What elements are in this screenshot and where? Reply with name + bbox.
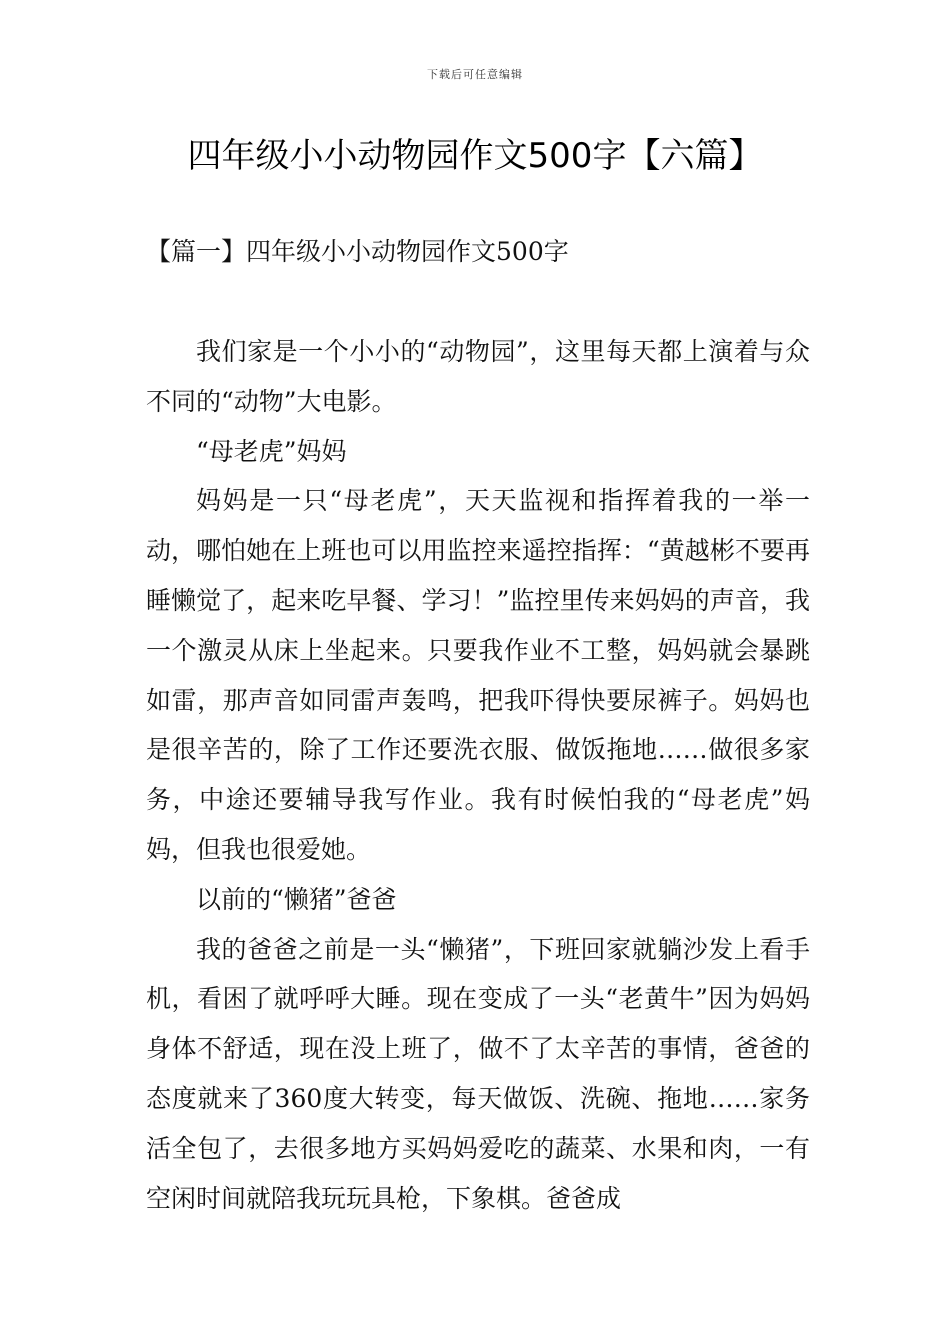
section-heading: 【篇一】四年级小小动物园作文500字 [146,237,569,266]
paragraph-father: 我的爸爸之前是一头“懒猪”，下班回家就躺沙发上看手机，看困了就呼呼大睡。现在变成了一头“老黄牛”因为妈妈身体不舒适，现在没上班了，做不了太辛苦的事情，爸爸的态度就来了360度大转变，每天做饭、洗碗、拖地……家务活全包了，去很多地方买妈妈爱吃的蔬菜、水果和肉，一有空闲时间就陪我玩玩具枪，下象棋。爸爸成 [146,934,810,1213]
document-title: 四年级小小动物园作文500字【六篇】 [187,136,763,176]
body-text [146,327,810,1223]
header-note: 下载后可任意编辑 [427,68,523,81]
paragraph-mother: 妈妈是一只“母老虎”，天天监视和指挥着我的一举一动，哪怕她在上班也可以用监控来遥控指挥：“黄越彬不要再睡懒觉了，起来吃早餐、学习！”监控里传来妈妈的声音，我一个激灵从床上坐起来。只要我作业不工整，妈妈就会暴跳如雷，那声音如同雷声轰鸣，把我吓得快要尿裤子。妈妈也是很辛苦的，除了工作还要洗衣服、做饭拖地……做很多家务，中途还要辅导我写作业。我有时候怕我的“母老虎”妈妈，但我也很爱她。 [146,486,810,864]
subheading-mother: “母老虎”妈妈 [196,436,347,466]
subheading-father: 以前的“懒猪”爸爸 [196,884,397,914]
paragraph-intro: 我们家是一个小小的“动物园”，这里每天都上演着与众不同的“动物”大电影。 [146,337,810,416]
